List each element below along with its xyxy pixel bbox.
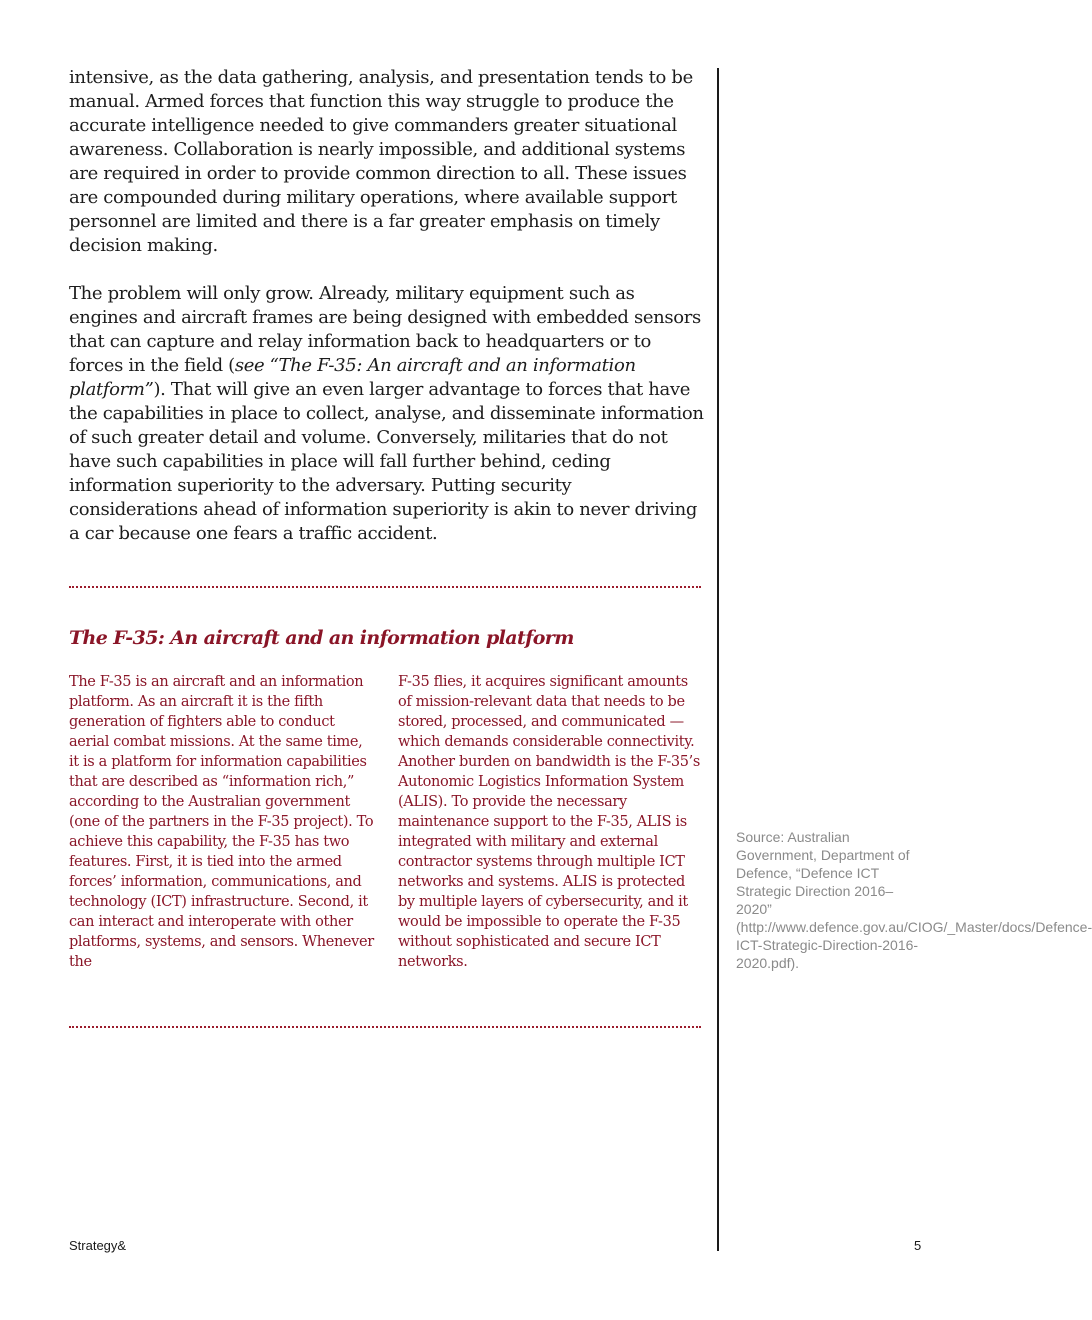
- box-body: [69, 672, 705, 972]
- body-paragraph: intensive, as the data gathering, analysis, and presentation tends to be manual. Armed forces that function this way struggle to produce the accurate intelligence needed to give commanders greater situational awareness. Collaboration is nearly impossible, and additional systems are required in order to provide common direction to all. These issues are compounded during military operations, where available support personnel are limited and there is a far greater emphasis on timely decision making.: [69, 67, 693, 256]
- main-column: [69, 66, 705, 570]
- source-note: Source: Australian Government, Department of Defence, “Defence ICT Strategic Direction 2016–2020” (http://www.defence.gov.au/CIOG/_Master/docs/Defence-ICT-Strategic-Direction-2016-2020.pdf).: [736, 829, 1092, 971]
- paragraph-text: ). That will give an even larger advantage to forces that have the capabilities in place to collect, analyse, and disseminate information of such greater detail and volume. Conversely, militaries that do not have such capabilities in place will fall further behind, ceding information superiority to the adversary. Putting security considerations ahead of information superiority is akin to never driving a car because one fears a traffic accident.: [69, 379, 704, 544]
- paragraph-text: The problem will only grow. Already, military equipment such as engines and aircraft frames are being designed with embedded sensors that can capture and relay information back to headquarters or to forces in the field (: [69, 283, 701, 376]
- footer-brand: Strategy&: [69, 1238, 127, 1253]
- body-paragraph: [69, 282, 705, 546]
- box-bottom-rule: [69, 1026, 701, 1028]
- box-top-rule: [69, 586, 701, 588]
- box-column-left: The F-35 is an aircraft and an information platform. As an aircraft it is the fifth generation of fighters able to conduct aerial combat missions. At the same time, it is a platform for information capabilities that are described as “information rich,” according to the Australian government (one of the partners in the F-35 project). To achieve this capability, the F-35 has two features. First, it is tied into the armed forces’ information, communications, and technology (ICT) infrastructure. Second, it can interact and interoperate with other platforms, systems, and sensors. Whenever the: [69, 674, 374, 970]
- box-column-right: F-35 flies, it acquires significant amounts of mission-relevant data that needs to be stored, processed, and communicated — which demands considerable connectivity. Another burden on bandwidth is the F-35’s Autonomic Logistics Information System (ALIS). To provide the necessary maintenance support to the F-35, ALIS is integrated with military and external contractor systems through multiple ICT networks and systems. ALIS is protected by multiple layers of cybersecurity, and it would be impossible to operate the F-35 without sophisticated and secure ICT networks.: [398, 674, 701, 970]
- vertical-divider: [717, 68, 719, 1251]
- page-number: 5: [914, 1238, 922, 1253]
- box-title: The F-35: An aircraft and an information platform: [69, 627, 574, 649]
- cross-reference: see “The F-35: An aircraft and an information platform”: [69, 355, 636, 400]
